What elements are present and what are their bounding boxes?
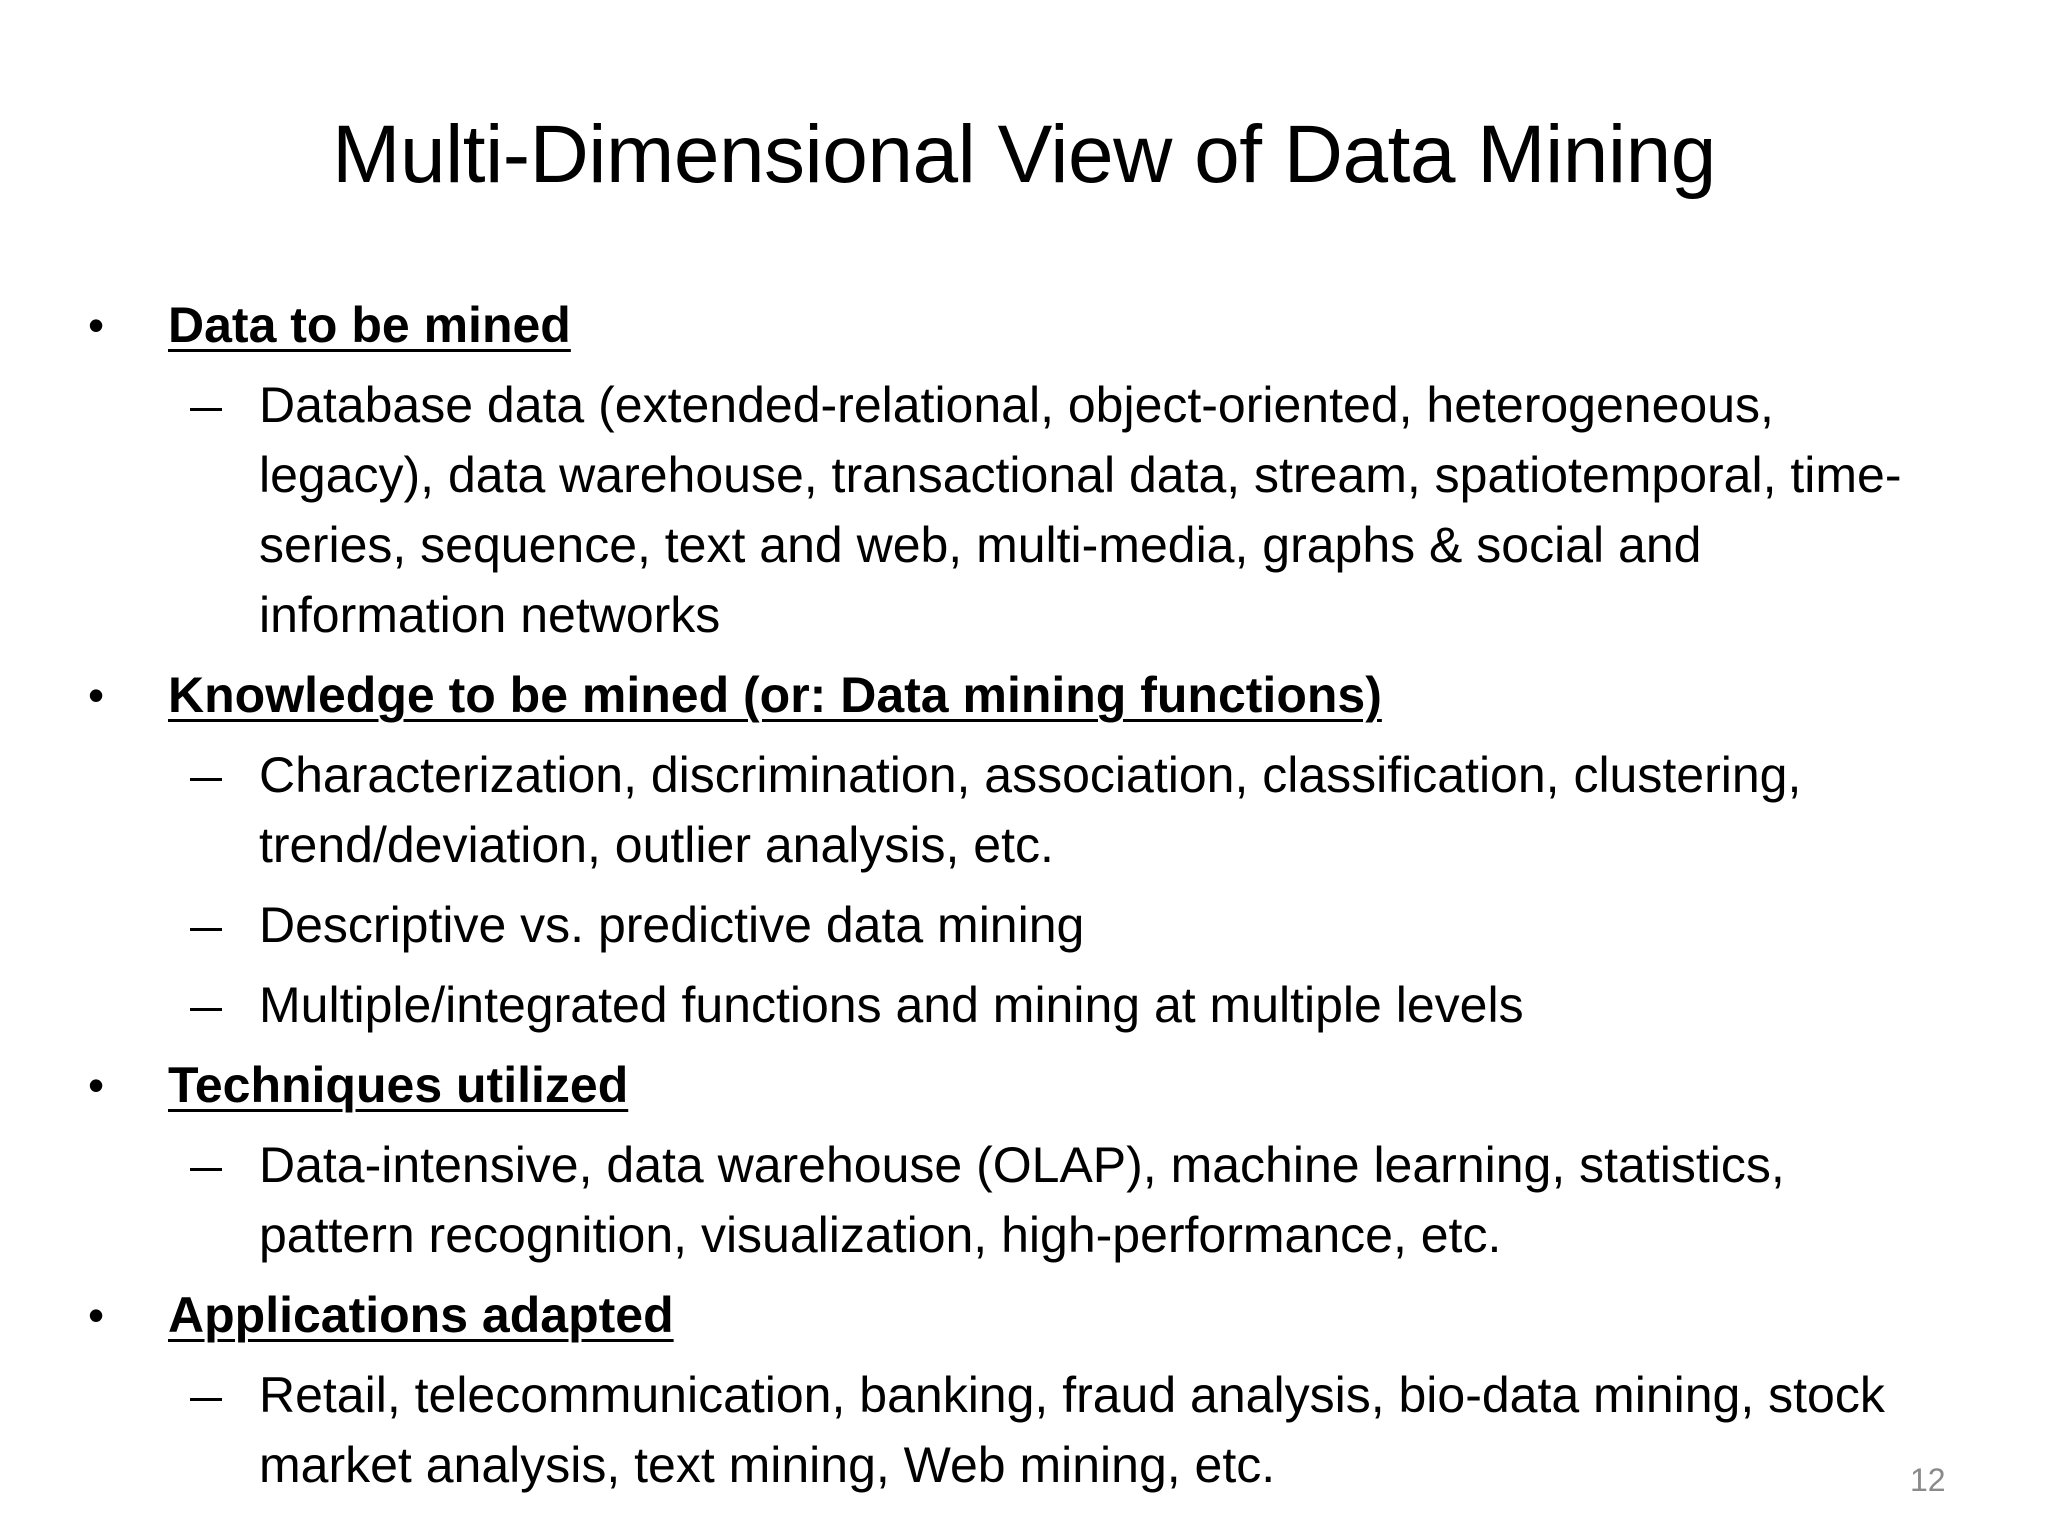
item-line: Multiple/integrated functions and mining at multiple levels [259,977,1524,1033]
dash-icon [190,408,222,411]
section-heading: Data to be mined [168,297,571,353]
item-line: series, sequence, text and web, multi-media, graphs & social and [259,517,1702,573]
item-line: Retail, telecommunication, banking, fraud analysis, bio-data mining, stock [259,1367,1885,1423]
dash-icon [190,1168,222,1171]
section-heading: Techniques utilized [168,1057,629,1113]
section-heading: Applications adapted [168,1287,674,1343]
item-line: information networks [259,587,721,643]
item-line: Database data (extended-relational, object-oriented, heterogeneous, [259,377,1774,433]
item-line: pattern recognition, visualization, high-performance, etc. [259,1207,1502,1263]
item-line: trend/deviation, outlier analysis, etc. [259,817,1054,873]
slide-title: Multi-Dimensional View of Data Mining [332,109,1716,200]
item-line: market analysis, text mining, Web mining, etc. [259,1437,1276,1493]
bullet-icon: • [88,669,105,721]
item-line: Data-intensive, data warehouse (OLAP), machine learning, statistics, [259,1137,1785,1193]
bullet-icon: • [88,1289,105,1341]
item-line: Descriptive vs. predictive data mining [259,897,1085,953]
dash-icon [190,928,222,931]
dash-icon [190,1008,222,1011]
section-heading: Knowledge to be mined (or: Data mining functions) [168,667,1382,723]
bullet-icon: • [88,299,105,351]
dash-icon [190,1398,222,1401]
page-number: 12 [1910,1462,1946,1498]
item-line: Characterization, discrimination, association, classification, clustering, [259,747,1802,803]
dash-icon [190,778,222,781]
bullet-icon: • [88,1059,105,1111]
item-line: legacy), data warehouse, transactional data, stream, spatiotemporal, time- [259,447,1902,503]
